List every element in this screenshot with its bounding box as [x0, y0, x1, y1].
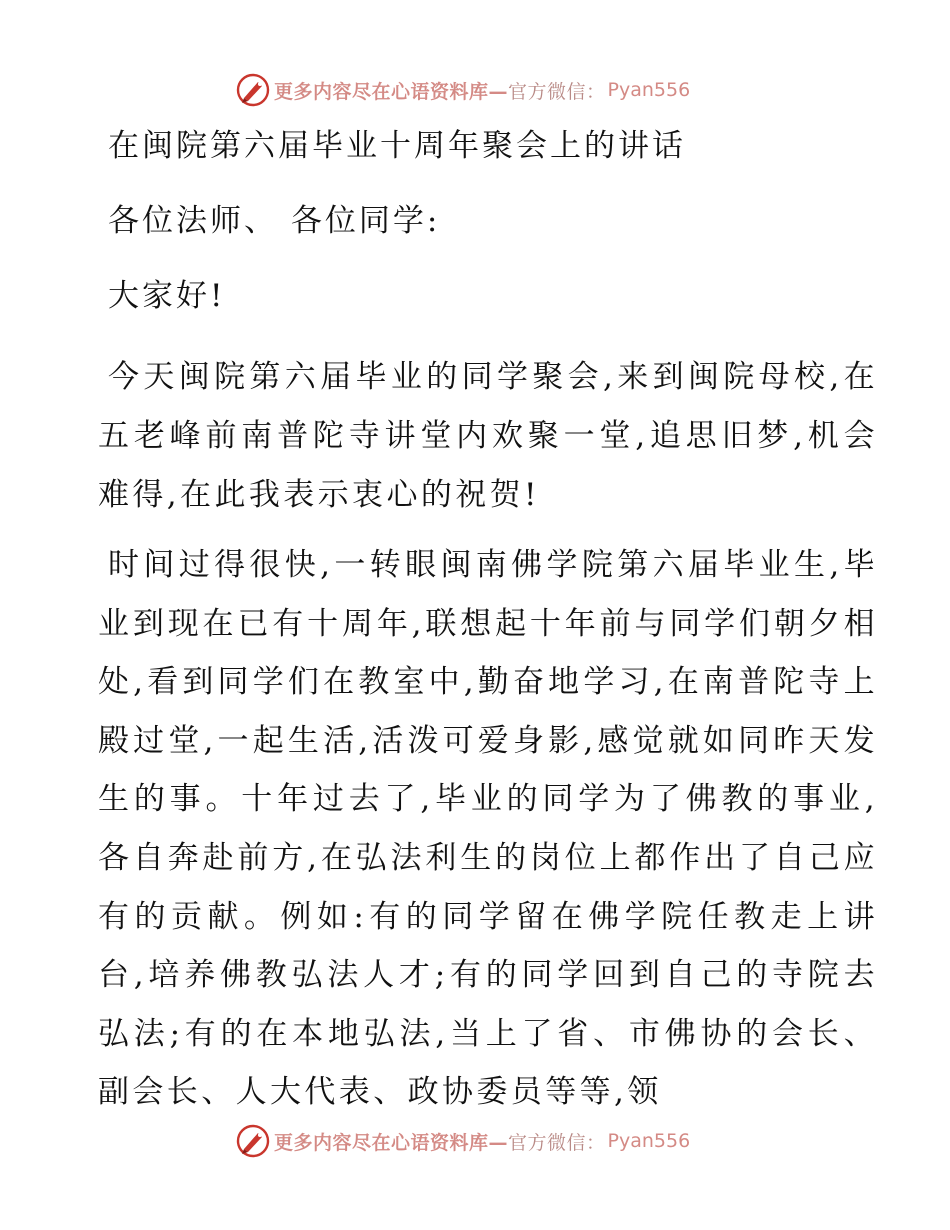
pen-logo-icon: [236, 1124, 270, 1158]
banner-sub-text: 官方微信：: [508, 80, 606, 103]
footer-banner: [236, 1124, 690, 1158]
header-banner: [236, 73, 690, 107]
banner-wechat-id: Pyan556: [607, 1130, 691, 1152]
banner-sub-text: 官方微信：: [508, 1131, 606, 1154]
banner-wechat-id: Pyan556: [607, 79, 691, 101]
page-title: 在闽院第六届毕业十周年聚会上的讲话: [108, 128, 686, 164]
greeting: 大家好!: [108, 278, 226, 314]
banner-main-text: 更多内容尽在心语资料库—: [274, 80, 509, 103]
salutation: 各位法师、 各位同学:: [108, 203, 441, 239]
paragraph: 时间过得很快,一转眼闽南佛学院第六届毕业生,毕业到现在已有十周年,联想起十年前与同学们朝夕相处,看到同学们在教室中,勤奋地学习,在南普陀寺上殿过堂,一起生活,活泼可爱身影,感觉就如同昨天发生的事。十年过去了,毕业的同学为了佛教的事业,各自奔赴前方,在弘法利生的岗位上都作出了自己应有的贡献。例如:有的同学留在佛学院任教走上讲台,培养佛教弘法人才;有的同学回到自己的寺院去弘法;有的在本地弘法,当上了省、市佛协的会长、副会长、人大代表、政协委员等等,领: [98, 547, 878, 1111]
pen-logo-icon: [236, 73, 270, 107]
paragraph: 今天闽院第六届毕业的同学聚会,来到闽院母校,在五老峰前南普陀寺讲堂内欢聚一堂,追思旧梦,机会难得,在此我表示衷心的祝贺!: [98, 359, 878, 513]
banner-main-text: 更多内容尽在心语资料库—: [274, 1131, 509, 1154]
